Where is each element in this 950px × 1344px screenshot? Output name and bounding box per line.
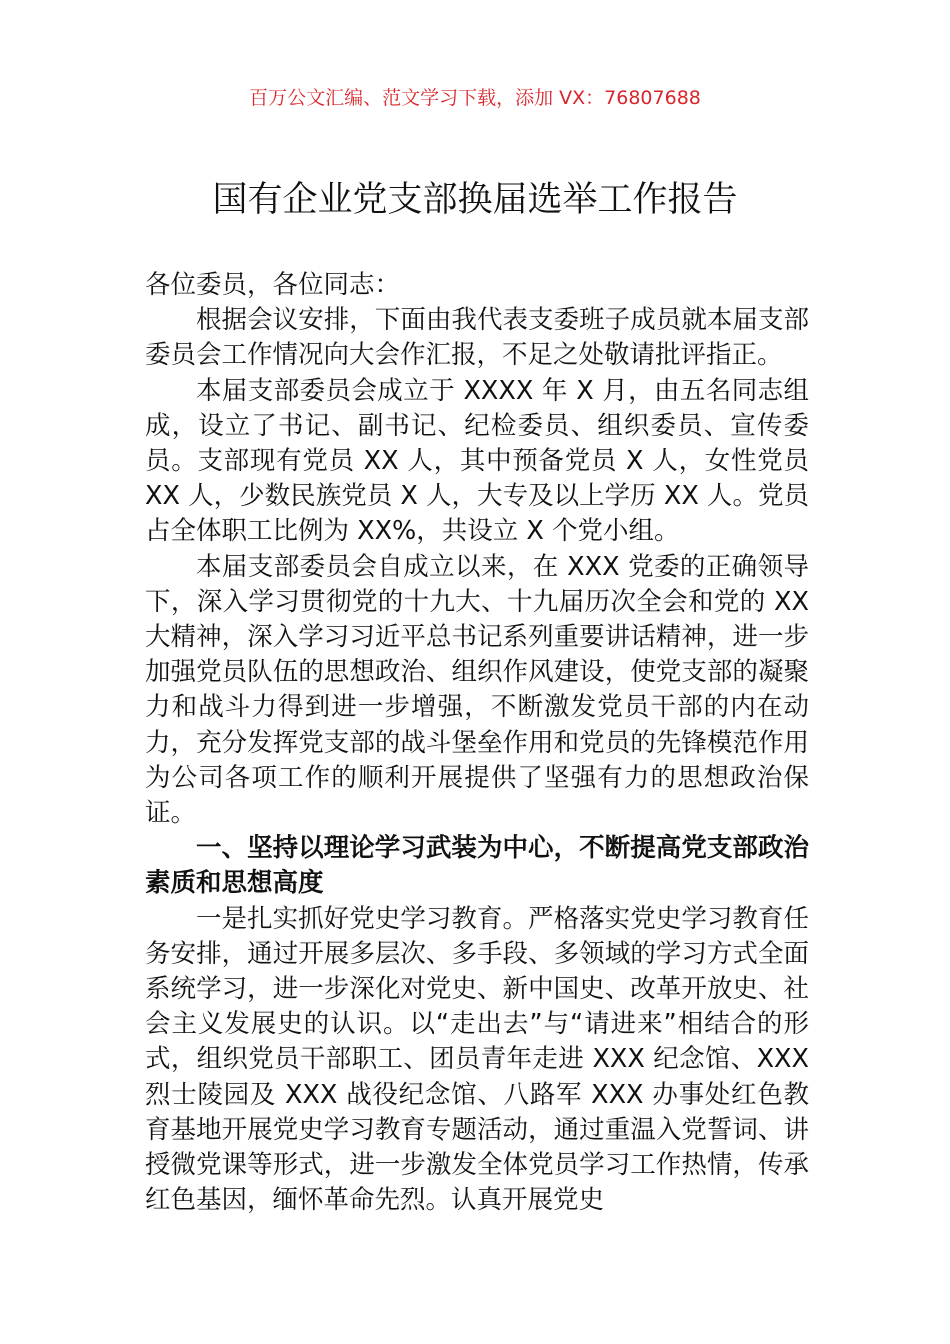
paragraph-committee-info: 本届支部委员会成立于 XXXX 年 X 月，由五名同志组成，设立了书记、副书记、纪检委员、组织委员、宣传委员。支部现有党员 XX 人，其中预备党员 X 人，女性党员 XX 人，少数民族党员 X 人，大专及以上学历 XX 人。党员占全体职工比例为 XX%，共设立 X 个党小组。 <box>145 375 809 547</box>
salutation: 各位委员，各位同志： <box>145 270 401 300</box>
document-body <box>145 268 809 1218</box>
paragraph-intro: 根据会议安排，下面由我代表支委班子成员就本届支部委员会工作情况向大会作汇报，不足之处敬请批评指正。 <box>145 305 809 371</box>
header-note: 百万公文汇编、范文学习下载，添加 VX：76807688 <box>249 87 701 109</box>
paragraph-party-history-study: 一是扎实抓好党史学习教育。严格落实党史学习教育任务安排，通过开展多层次、多手段、多领域的学习方式全面系统学习，进一步深化对党史、新中国史、改革开放史、社会主义发展史的认识。以“走出去”与“请进来”相结合的形式，组织党员干部职工、团员青年走进 XXX 纪念馆、XXX 烈士陵园及 XXX 战役纪念馆、八路军 XXX 办事处红色教育基地开展党史学习教育专题活动，通过重温入党誓词、讲授微党课等形式，进一步激发全体党员学习工作热情，传承红色基因，缅怀革命先烈。认真开展党史 <box>145 903 809 1216</box>
document-title: 国有企业党支部换届选举工作报告 <box>212 180 738 220</box>
paragraph-achievements: 本届支部委员会自成立以来，在 XXX 党委的正确领导下，深入学习贯彻党的十九大、十九届历次全会和党的 XX 大精神，深入学习习近平总书记系列重要讲话精神，进一步加强党员队伍的思想政治、组织作风建设，使党支部的凝聚力和战斗力得到进一步增强，不断激发党员干部的内在动力，充分发挥党支部的战斗堡垒作用和党员的先锋模范作用为公司各项工作的顺利开展提供了坚强有力的思想政治保证。 <box>145 551 809 829</box>
section-heading-1: 一、坚持以理论学习武装为中心，不断提高党支部政治素质和思想高度 <box>145 833 809 899</box>
